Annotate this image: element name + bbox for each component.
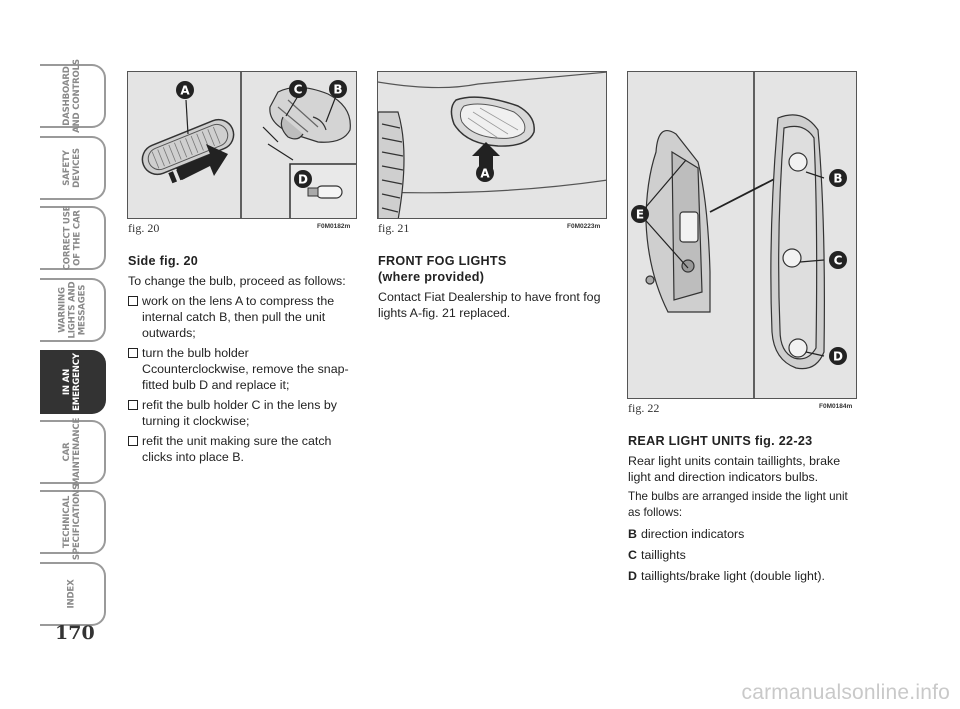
list-item [628,568,860,584]
intro-text: To change the bulb, proceed as follows: [128,274,346,288]
rear-light-inner-shape [771,115,825,369]
tab-safety-devices[interactable] [40,136,106,200]
fig22-label-e: E [635,207,645,222]
fig22-caption: fig. 22 [628,401,660,415]
fig21-code: F0M0223m [567,223,601,230]
list-text: taillights [641,548,686,562]
section-heading: FRONT FOG LIGHTS [378,254,507,268]
section-subheading: (where provided) [378,270,485,284]
list-key: C [628,548,637,562]
fig22-label-b: B [833,171,843,186]
tab-label: CORRECT USE OF THE CAR [62,205,82,271]
list-item [628,547,860,563]
fig20-label-c: C [293,82,303,97]
tab-label: IN AN EMERGENCY [61,353,82,411]
section-heading: REAR LIGHT UNITS fig. 22-23 [628,434,813,448]
page-number: 170 [55,622,95,644]
para-2: The bulbs are arranged inside the light unit as follows: [628,490,848,519]
tab-label: DASHBOARD AND CONTROLS [62,59,83,133]
watermark: carmanualsonline.info [741,681,950,704]
tab-in-an-emergency[interactable] [40,350,106,414]
fig21-illustration [378,72,607,219]
step-4: refit the unit making sure the catch clicks into place B. [128,433,358,465]
fig22-code: F0M0184m [819,403,853,410]
rear-light-section [628,433,860,584]
figure-22 [627,71,857,399]
step-2: turn the bulb holder Ccounterclockwise, remove the snap-fitted bulb D and replace it; [128,345,358,393]
tyre-shape [378,112,404,219]
side-bulb-section [128,253,358,465]
fig20-code: F0M0182m [317,223,351,230]
tab-car-maintenance[interactable] [40,417,106,487]
front-fog-section [378,253,608,321]
tab-label: CAR MAINTENANCE [62,417,82,487]
list-item [628,526,860,542]
step-3: refit the bulb holder C in the lens by turning it clockwise; [128,397,358,429]
para-1: Rear light units contain taillights, brake light and direction indicators bulbs. [628,454,841,484]
fig22-illustration [628,72,857,399]
tab-index[interactable] [40,562,106,626]
list-key: D [628,569,637,583]
figure-21 [377,71,607,219]
figure-20 [127,71,357,219]
fig20-label-d: D [298,172,308,187]
fig20-illustration [128,72,357,219]
fig21-label-a: A [480,166,490,181]
fig20-label-b: B [333,82,343,97]
list-text: direction indicators [641,527,745,541]
tab-technical-specifications[interactable] [40,483,106,561]
tab-correct-use[interactable] [40,206,106,270]
fig20-label-a: A [180,83,190,98]
tab-dashboard-and-controls[interactable] [40,59,106,133]
fig20-caption: fig. 20 [128,221,160,235]
body-text: Contact Fiat Dealership to have front fog lights A-fig. 21 replaced. [378,290,601,320]
tab-label: INDEX [67,579,77,609]
list-key: B [628,527,637,541]
tab-label: WARNING LIGHTS AND MESSAGES [56,281,87,339]
tab-label: TECHNICAL SPECIFICATIONS [62,483,83,561]
tab-label: SAFETY DEVICES [61,148,82,188]
fig21-caption: fig. 21 [378,221,410,235]
step-1: work on the lens A to compress the internal catch B, then pull the unit outwards; [128,293,358,341]
section-heading: Side fig. 20 [128,254,199,268]
list-text: taillights/brake light (double light). [641,569,825,583]
fig22-label-d: D [833,349,843,364]
fig22-label-c: C [833,253,843,268]
bulb-d-shape [308,186,342,198]
tab-warning-lights[interactable] [40,278,106,342]
